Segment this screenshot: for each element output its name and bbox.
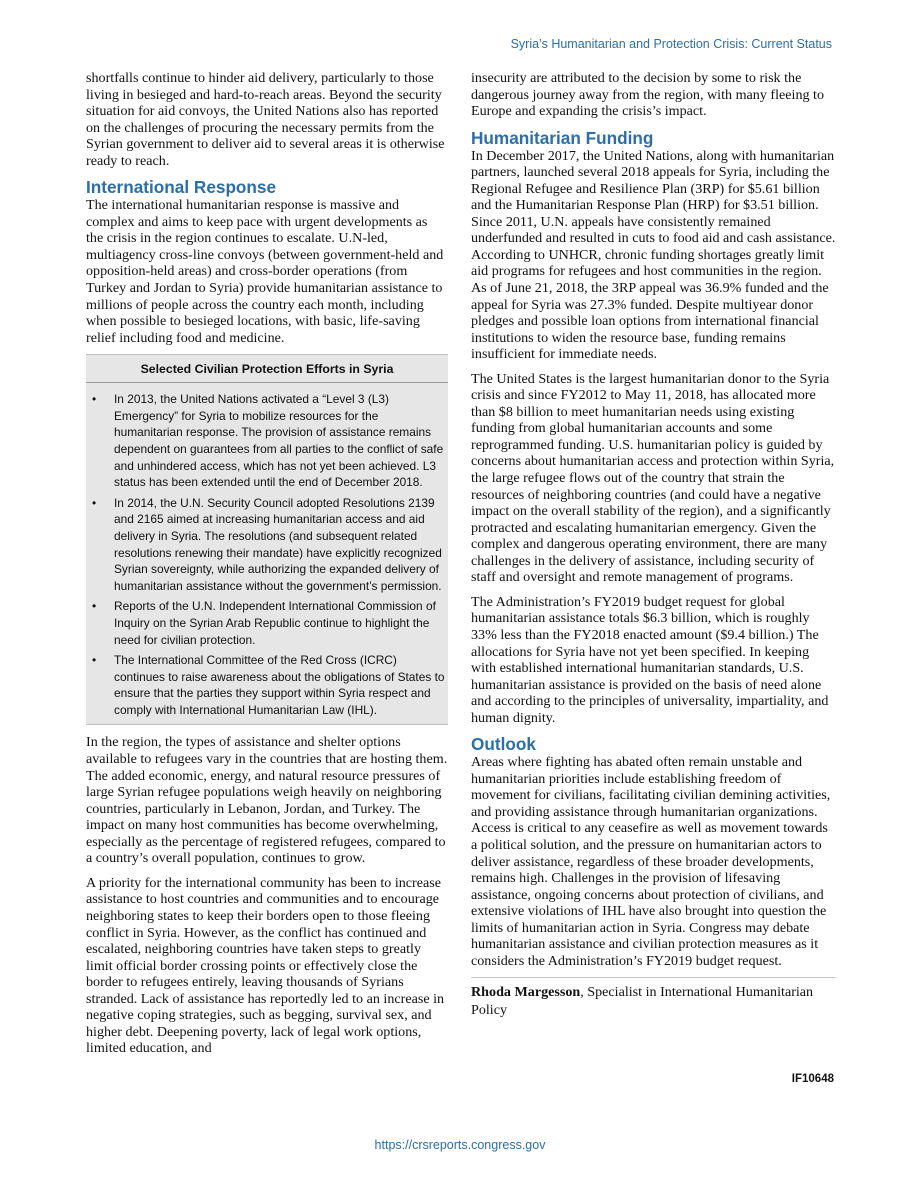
author-name: Rhoda Margesson [471,984,581,1001]
report-id: IF10648 [791,1073,834,1085]
intro-paragraph: shortfalls continue to hinder aid delivery, particularly to those living in besieged and hard-to-reach areas. Beyond the security situation for aid convoys, the United Nations also has reported on the challenges of procuring the necessary permits from the Syrian government to deliver aid to several areas it is otherwise ready to reach. [86,70,445,169]
outlook-heading: Outlook [471,734,536,755]
list-item [86,652,448,718]
list-item [86,391,448,491]
author-divider [471,977,836,978]
bullet-icon: • [92,599,97,614]
outlook-paragraph: Areas where fighting has abated often remain unstable and humanitarian priorities include establishing freedom of movement for civilians, facilitating civilian demining activities, and providing assistance through humanitarian organizations. Access is critical to any ceasefire as well as movement towards a political solution, and the pressure on humanitarian actors to deliver assistance, regardless of these broader developments, remains high. Challenges in the provision of lifesaving assistance, ongoing concerns about protection of civilians, and extensive violations of IHL have also brought into question the limits of humanitarian action in Syria. Congress may debate humanitarian assistance and civilian protection measures as it considers the Administration’s FY2019 budget request. [471,754,831,969]
list-item [86,495,448,595]
funding-paragraph-us-donor: The United States is the largest humanitarian donor to the Syria crisis and since FY2012 to May 11, 2018, has allocated more than $8 billion to meet humanitarian needs using existing funding from global humanitarian accounts and some reprogrammed funding. U.S. humanitarian policy is guided by concerns about humanitarian access and protection within Syria, the large refugee flows out of the country that strain the resources of neighboring countries (and could have a negative impact on the overall stability of the region), and a significantly protracted and escalating humanitarian emergency. Given the complex and dangerous operating environment, there are many challenges in the delivery of assistance, including security of staff and oversight and remote management of programs. [471,370,835,586]
bullet-icon: • [92,495,97,510]
funding-paragraph-appeals: In December 2017, the United Nations, along with humanitarian partners, launched several 2018 appeals for Syria, including the Regional Refugee and Resilience Plan (3RP) for $5.61 billion and the Humanitarian Response Plan (HRP) for $3.51 billion. Since 2011, U.N. appeals have consistently remained underfunded and resulted in cuts to food aid and cash assistance. According to UNHCR, chronic funding shortages greatly limit aid programs for refugees and host communities in the region. As of June 21, 2018, the 3RP appeal was 36.9% funded and the appeal for Syria was 27.3% funded. Despite multiyear donor pledges and possible loan options from international financial institutions to widen the resource base, funding remains insufficient for immediate needs. [471,147,836,363]
bullet-icon: • [92,653,97,668]
author-title: , Specialist in International Humanitarian Policy [471,984,814,1018]
right-column [471,70,836,1019]
continuation-paragraph: insecurity are attributed to the decision by some to risk the dangerous journey away from the region, with many fleeing to Europe and expanding the crisis’s impact. [471,70,825,120]
list-item-text: In 2013, the United Nations activated a “Level 3 (L3) Emergency” for Syria to mobilize resources for the humanitarian response. The provision of assistance remains dependent on guarantees from all parties to the conflict of safe and unhindered access, which has not yet been achieved. L3 status has been extended until the end of December 2018. [114,392,444,490]
list-item [86,598,448,648]
running-header-title: Syria’s Humanitarian and Protection Crisis: Current Status [510,37,832,51]
list-item-text: Reports of the U.N. Independent International Commission of Inquiry on the Syrian Arab Republic continue to highlight the need for civilian protection. [114,599,436,647]
bullet-icon: • [92,392,97,407]
author-credit [471,984,836,1019]
textbox-title: Selected Civilian Protection Efforts in Syria [86,355,448,383]
list-item-text: The International Committee of the Red Cross (ICRC) continues to raise awareness about the obligations of States to ensure that the parties they support within Syria respect and comply with International Humanitarian Law (IHL). [114,653,445,717]
left-column [86,70,448,1065]
humanitarian-funding-heading: Humanitarian Funding [471,127,654,148]
civilian-protection-textbox [86,354,448,725]
funding-paragraph-budget: The Administration’s FY2019 budget request for global humanitarian assistance totals $6.3 billion, which is roughly 33% less than the FY2018 enacted amount ($9.4 billion.) The allocations for Syria have not yet been specified. In keeping with established international humanitarian standards, U.S. humanitarian assistance is provided on the basis of need alone and according to the principles of universality, impartiality, and human dignity. [471,593,829,726]
priority-paragraph: A priority for the international community has been to increase assistance to host countries and communities and to encourage neighboring states to keep their borders open to those fleeing conflict in Syria. However, as the conflict has continued and escalated, neighboring countries have taken steps to greatly limit official border crossing points or effectively close the border to refugees entirely, leaving thousands of Syrians stranded. Lack of assistance has reportedly led to an increase in negative coping strategies, such as begging, survival sex, and higher debt. Deepening poverty, lack of legal work options, limited education, and [86,874,445,1057]
protection-efforts-list [86,383,448,718]
footer-link[interactable]: https://crsreports.congress.gov [374,1138,546,1152]
international-response-heading: International Response [86,177,277,198]
international-response-paragraph: The international humanitarian response is massive and complex and aims to keep pace with urgent developments as the crisis in the region continues to escalate. U.N-led, multiagency cross-line convoys (between government-held and opposition-held areas) and cross-border operations (from Turkey and Jordan to Syria) provide humanitarian assistance to millions of people across the country each month, including when possible to besieged locations, with basic, life-saving relief including food and medicine. [86,197,444,346]
list-item-text: In 2014, the U.N. Security Council adopted Resolutions 2139 and 2165 aimed at increasing humanitarian access and aid delivery in Syria. The resolutions (and subsequent related resolutions renewing their mandate) have explicitly recognized Syrian sovereignty, while authorizing the expanded delivery of humanitarian assistance without the government’s permission. [114,495,442,593]
region-paragraph: In the region, the types of assistance and shelter options available to refugees vary in the countries that are hosting them. The added economic, energy, and natural resource pressures of large Syrian refugee populations weigh heavily on neighboring countries, particularly in Lebanon, Jordan, and Turkey. The impact on many host communities has become overwhelming, especially as the percentage of registered refugees, compared to a country’s overall population, continues to grow. [86,734,448,867]
